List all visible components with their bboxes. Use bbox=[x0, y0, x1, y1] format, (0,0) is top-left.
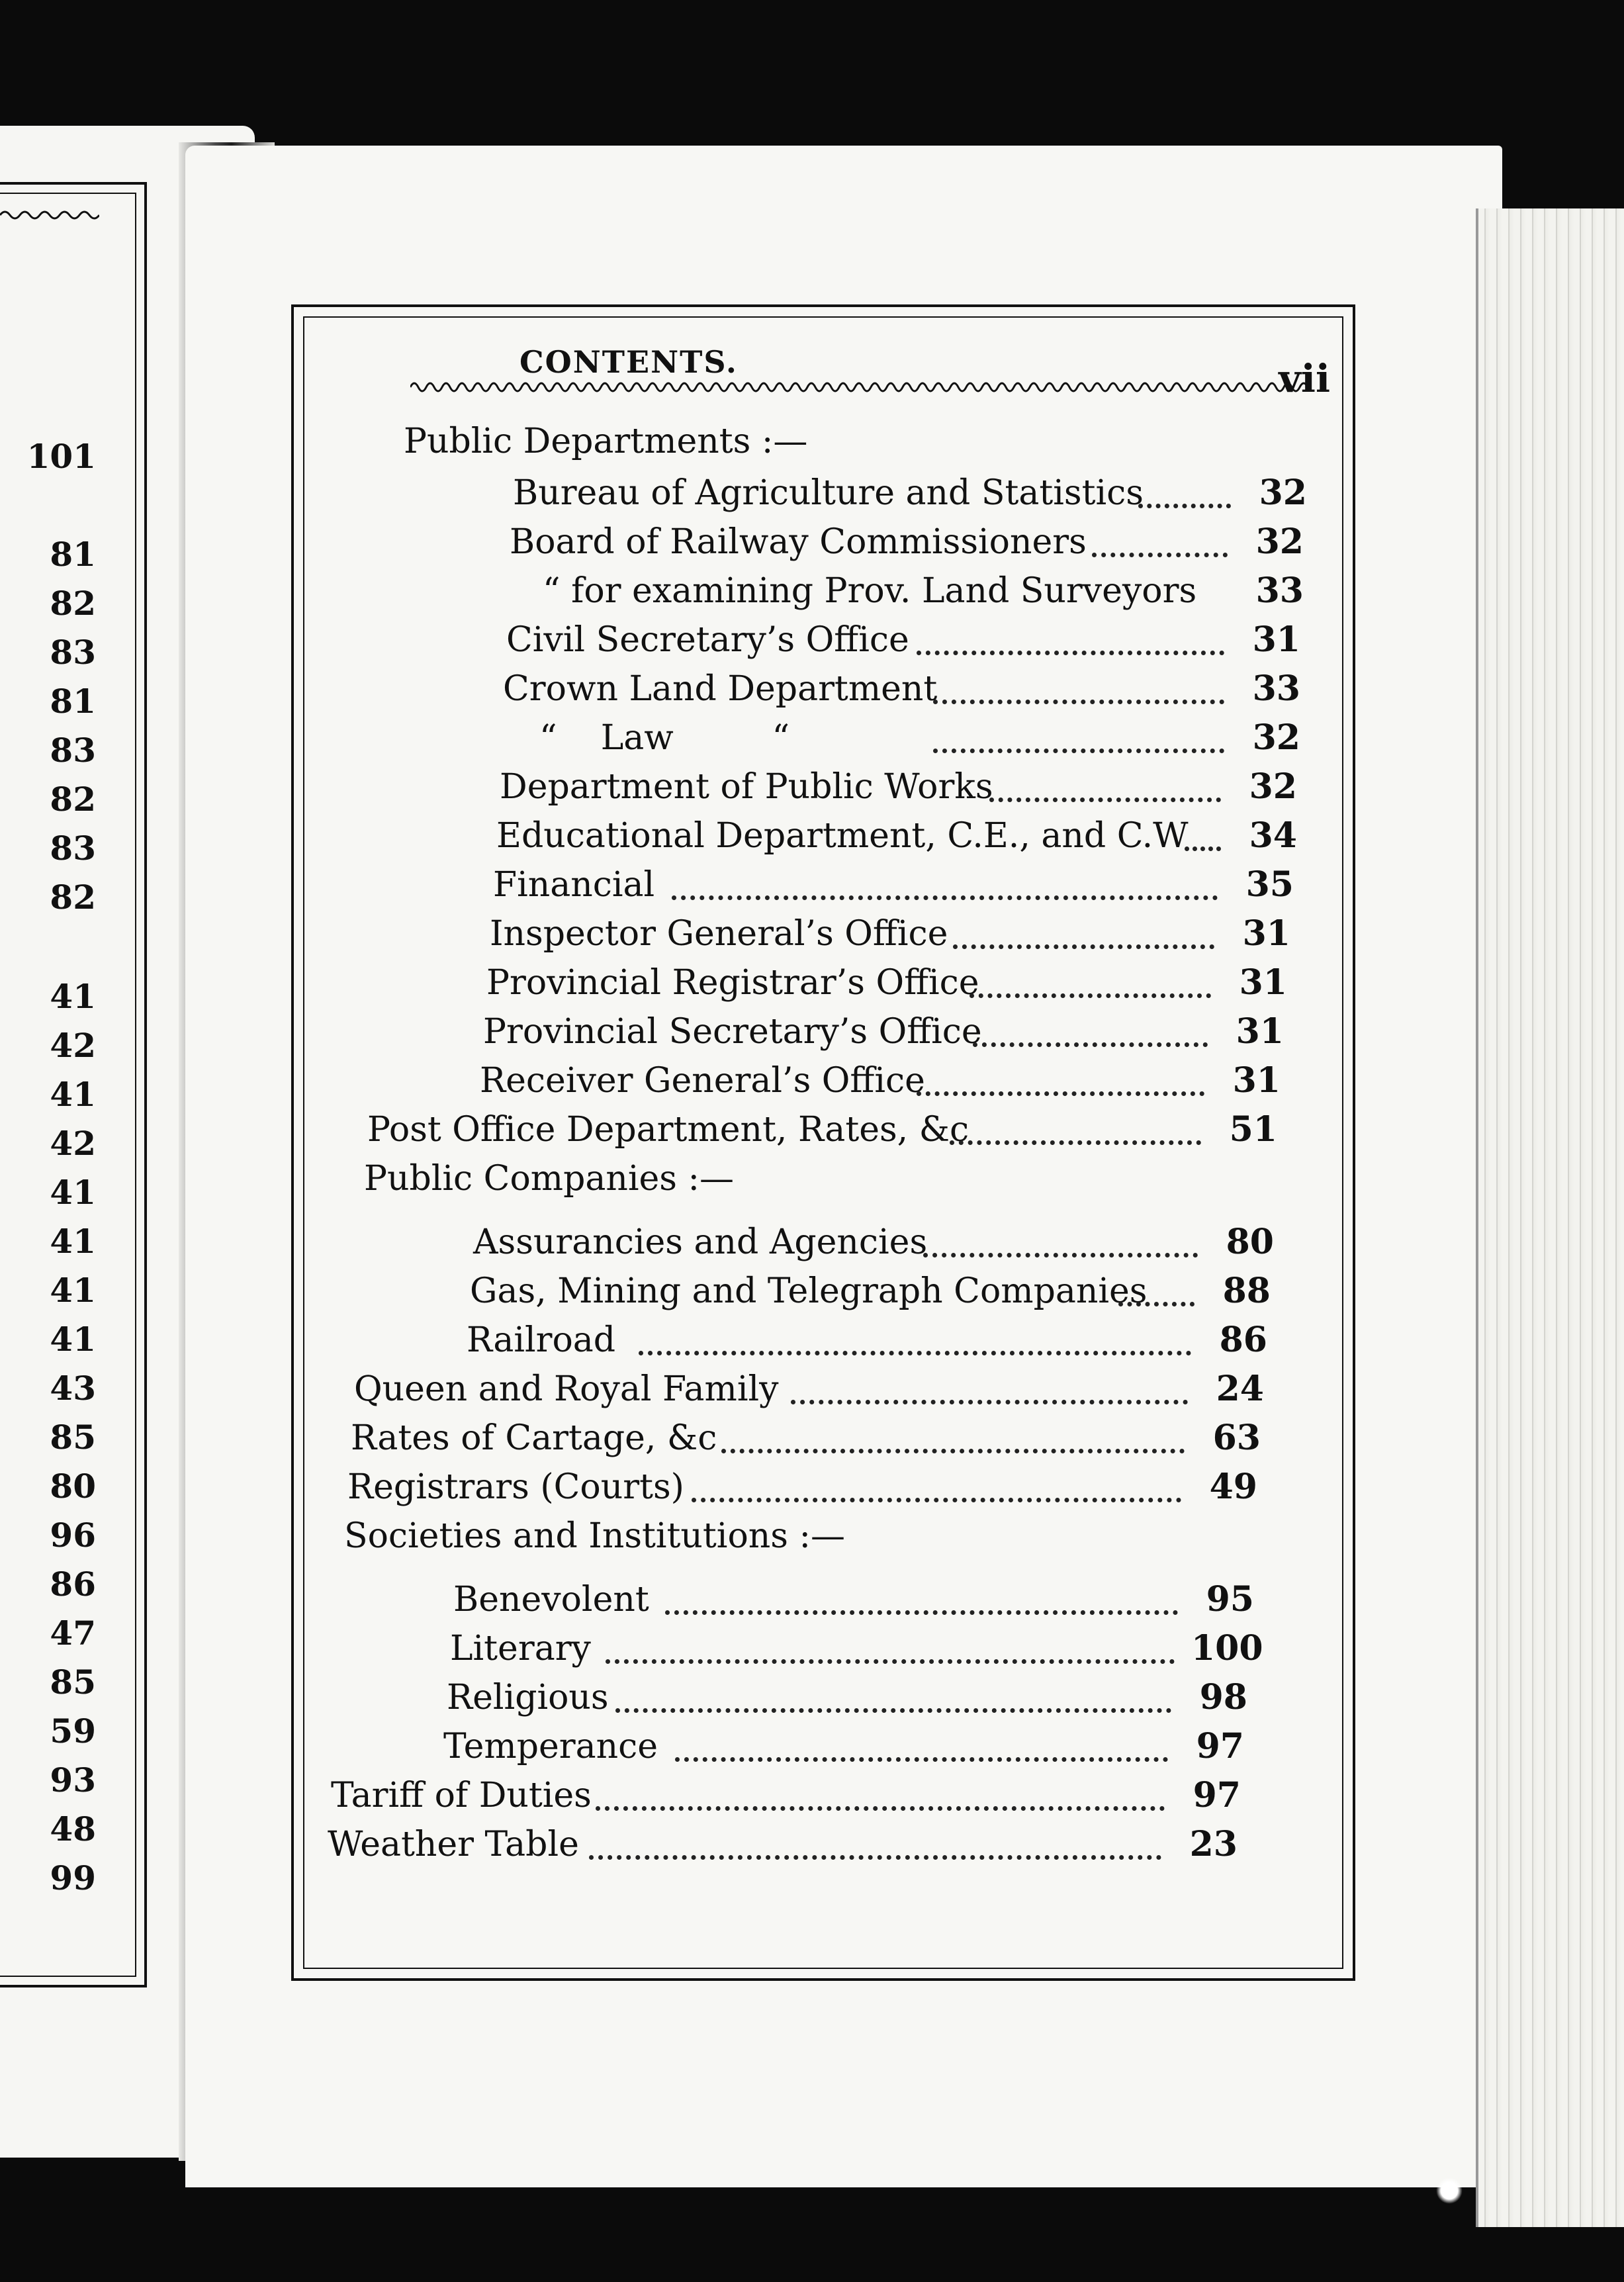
section-title-societies: Societies and Institutions :— bbox=[344, 1516, 845, 1556]
toc-entry-page: 98 bbox=[1199, 1677, 1247, 1717]
toc-entry-page: 31 bbox=[1239, 962, 1287, 1003]
toc-entry-label: Religious bbox=[447, 1678, 609, 1717]
left-page-number: 43 bbox=[50, 1369, 96, 1408]
toc-entry-page: 34 bbox=[1249, 815, 1297, 856]
left-page-number: 85 bbox=[50, 1663, 96, 1702]
left-page-number: 59 bbox=[50, 1712, 96, 1751]
toc-entry[interactable] bbox=[500, 762, 1297, 811]
toc-entry-page: 86 bbox=[1219, 1320, 1267, 1360]
toc-entry[interactable] bbox=[354, 1365, 1264, 1414]
toc-entry-page: 32 bbox=[1252, 717, 1300, 758]
left-page-number: 81 bbox=[50, 535, 96, 574]
dot-leader bbox=[665, 1610, 1178, 1615]
toc-entry-label: Inspector General’s Office bbox=[490, 914, 948, 954]
dot-leader bbox=[970, 993, 1211, 998]
toc-entry[interactable] bbox=[486, 958, 1287, 1007]
dot-leader bbox=[692, 1498, 1181, 1502]
toc-entry[interactable] bbox=[331, 1771, 1241, 1820]
dot-leader bbox=[639, 1351, 1191, 1355]
toc-entry-page: 24 bbox=[1216, 1369, 1264, 1409]
left-page-number: 82 bbox=[50, 584, 96, 623]
toc-entry-page: 31 bbox=[1242, 913, 1290, 954]
toc-entry-label: Provincial Registrar’s Office bbox=[486, 963, 979, 1003]
dot-leader bbox=[1092, 553, 1228, 557]
toc-entry[interactable] bbox=[470, 1267, 1271, 1316]
dot-leader bbox=[1185, 846, 1221, 851]
dot-leader bbox=[606, 1659, 1175, 1664]
toc-entry[interactable] bbox=[543, 567, 1304, 616]
toc-entry-page: 51 bbox=[1229, 1109, 1277, 1150]
toc-entry-label: Temperance bbox=[443, 1727, 658, 1766]
left-page-number: 83 bbox=[50, 731, 96, 770]
dot-leader bbox=[933, 700, 1224, 704]
toc-entry[interactable] bbox=[347, 1463, 1257, 1512]
toc-entry-page: 32 bbox=[1259, 473, 1307, 513]
left-page-number: 96 bbox=[50, 1516, 96, 1555]
toc-entry-label: Gas, Mining and Telegraph Companies bbox=[470, 1271, 1148, 1311]
toc-entry-page: 49 bbox=[1209, 1467, 1257, 1507]
left-page-number: 41 bbox=[50, 1271, 96, 1310]
dot-leader bbox=[933, 749, 1224, 753]
left-page-number: 101 bbox=[26, 437, 96, 476]
toc-entry-label: Rates of Cartage, &c bbox=[351, 1418, 717, 1458]
dot-leader bbox=[1138, 504, 1231, 508]
toc-entry-page: 63 bbox=[1212, 1418, 1261, 1458]
toc-entry-label: Tariff of Duties bbox=[331, 1776, 592, 1815]
toc-entry-page: 97 bbox=[1193, 1775, 1241, 1815]
toc-entry-page: 23 bbox=[1189, 1824, 1238, 1864]
dot-leader bbox=[923, 1253, 1198, 1257]
toc-entry-page: 97 bbox=[1196, 1726, 1244, 1766]
dot-leader bbox=[917, 651, 1224, 655]
dot-leader bbox=[1118, 1302, 1195, 1306]
section-title-public-companies: Public Companies :— bbox=[364, 1159, 734, 1199]
toc-entry[interactable] bbox=[328, 1820, 1238, 1869]
left-page-number: 82 bbox=[50, 878, 96, 917]
toc-entry-page: 32 bbox=[1249, 766, 1297, 807]
left-ornament-rule bbox=[0, 208, 99, 222]
dot-leader bbox=[973, 1042, 1208, 1047]
toc-entry-label: Financial bbox=[493, 865, 655, 905]
toc-entry-label: Benevolent bbox=[453, 1580, 649, 1620]
dot-leader bbox=[672, 895, 1218, 900]
dot-leader bbox=[953, 944, 1214, 949]
paper-blemish bbox=[1436, 2177, 1463, 2204]
page-edges bbox=[1476, 208, 1624, 2227]
toc-entry[interactable] bbox=[473, 1218, 1274, 1267]
left-page-number: 83 bbox=[50, 829, 96, 868]
toc-entry-label: Board of Railway Commissioners bbox=[510, 522, 1087, 562]
toc-entry-label: Weather Table bbox=[328, 1825, 579, 1864]
toc-entry[interactable] bbox=[493, 860, 1294, 909]
toc-entry[interactable] bbox=[453, 1575, 1254, 1624]
toc-entry[interactable] bbox=[539, 713, 1300, 762]
dot-leader bbox=[989, 798, 1221, 802]
toc-entry-label: Railroad bbox=[467, 1320, 616, 1360]
toc-entry[interactable] bbox=[450, 1624, 1263, 1673]
toc-entry-label: Department of Public Works bbox=[500, 767, 993, 807]
left-page-number: 41 bbox=[50, 1320, 96, 1359]
toc-entry[interactable] bbox=[503, 664, 1300, 713]
toc-entry-page: 31 bbox=[1236, 1011, 1284, 1052]
dot-leader bbox=[721, 1449, 1185, 1453]
toc-entry[interactable] bbox=[351, 1414, 1261, 1463]
toc-entry-page: 95 bbox=[1206, 1579, 1254, 1620]
left-page-number: 81 bbox=[50, 682, 96, 721]
toc-entry[interactable] bbox=[447, 1673, 1247, 1722]
toc-entry[interactable] bbox=[490, 909, 1290, 958]
toc-entry-label: Educational Department, C.E., and C.W bbox=[496, 816, 1189, 856]
dot-leader bbox=[950, 1140, 1201, 1145]
toc-entry-label: Provincial Secretary’s Office bbox=[483, 1012, 982, 1052]
toc-entry-page: 88 bbox=[1222, 1271, 1271, 1311]
dot-leader bbox=[675, 1757, 1168, 1762]
toc-entry-page: 33 bbox=[1252, 668, 1300, 709]
toc-entry-label: “ Law “ bbox=[539, 718, 790, 758]
toc-entry[interactable] bbox=[367, 1105, 1277, 1154]
left-page-number: 85 bbox=[50, 1418, 96, 1457]
toc-entry[interactable] bbox=[496, 811, 1297, 860]
toc-entry-page: 31 bbox=[1252, 619, 1300, 660]
toc-entry-label: Civil Secretary’s Office bbox=[506, 620, 909, 660]
dot-leader bbox=[917, 1091, 1204, 1096]
left-page-number: 41 bbox=[50, 1075, 96, 1114]
left-page-number: 83 bbox=[50, 633, 96, 672]
left-page-number: 47 bbox=[50, 1614, 96, 1653]
toc-entry-label: Queen and Royal Family bbox=[354, 1369, 779, 1409]
toc-entry[interactable] bbox=[513, 469, 1307, 518]
toc-entry-label: Bureau of Agriculture and Statistics bbox=[513, 473, 1144, 513]
toc-entry-label: Crown Land Department bbox=[503, 669, 938, 709]
toc-entry[interactable] bbox=[480, 1056, 1281, 1105]
dot-leader bbox=[596, 1806, 1165, 1811]
page-number: vii bbox=[1279, 356, 1330, 401]
toc-entry[interactable] bbox=[467, 1316, 1267, 1365]
left-page-number: 86 bbox=[50, 1565, 96, 1604]
left-page-number: 41 bbox=[50, 977, 96, 1016]
page-title: CONTENTS. bbox=[519, 344, 738, 380]
toc-entry-label: Post Office Department, Rates, &c bbox=[367, 1110, 970, 1150]
toc-entry-label: Assurancies and Agencies bbox=[473, 1222, 928, 1262]
toc-entry[interactable] bbox=[483, 1007, 1284, 1056]
dot-leader bbox=[615, 1708, 1171, 1713]
left-page-number: 93 bbox=[50, 1760, 96, 1800]
toc-entry-page: 32 bbox=[1255, 522, 1304, 562]
left-page-number: 80 bbox=[50, 1467, 96, 1506]
section-title-public-departments: Public Departments :— bbox=[404, 422, 808, 461]
left-page-number: 82 bbox=[50, 780, 96, 819]
toc-entry[interactable] bbox=[506, 616, 1300, 664]
left-page-number: 42 bbox=[50, 1124, 96, 1163]
toc-entry-page: 35 bbox=[1245, 864, 1294, 905]
left-page-number: 42 bbox=[50, 1026, 96, 1065]
toc-entry[interactable] bbox=[510, 518, 1304, 567]
toc-entry-page: 80 bbox=[1226, 1222, 1274, 1262]
toc-entry-label: Registrars (Courts) bbox=[347, 1467, 684, 1507]
left-page-number: 41 bbox=[50, 1173, 96, 1212]
dot-leader bbox=[791, 1400, 1188, 1404]
toc-entry-page: 31 bbox=[1232, 1060, 1281, 1101]
left-page-number: 48 bbox=[50, 1809, 96, 1848]
dot-leader bbox=[589, 1855, 1161, 1860]
ornament-rule bbox=[410, 377, 1310, 397]
toc-entry-label: Literary bbox=[450, 1629, 591, 1668]
toc-entry-label: Receiver General’s Office bbox=[480, 1061, 925, 1101]
toc-entry-page: 100 bbox=[1191, 1628, 1263, 1668]
toc-entry[interactable] bbox=[443, 1722, 1244, 1771]
toc-entry-label: “ for examining Prov. Land Surveyors bbox=[543, 571, 1197, 611]
toc-entry-page: 33 bbox=[1255, 570, 1304, 611]
left-page-number: 99 bbox=[50, 1858, 96, 1897]
left-page-number: 41 bbox=[50, 1222, 96, 1261]
